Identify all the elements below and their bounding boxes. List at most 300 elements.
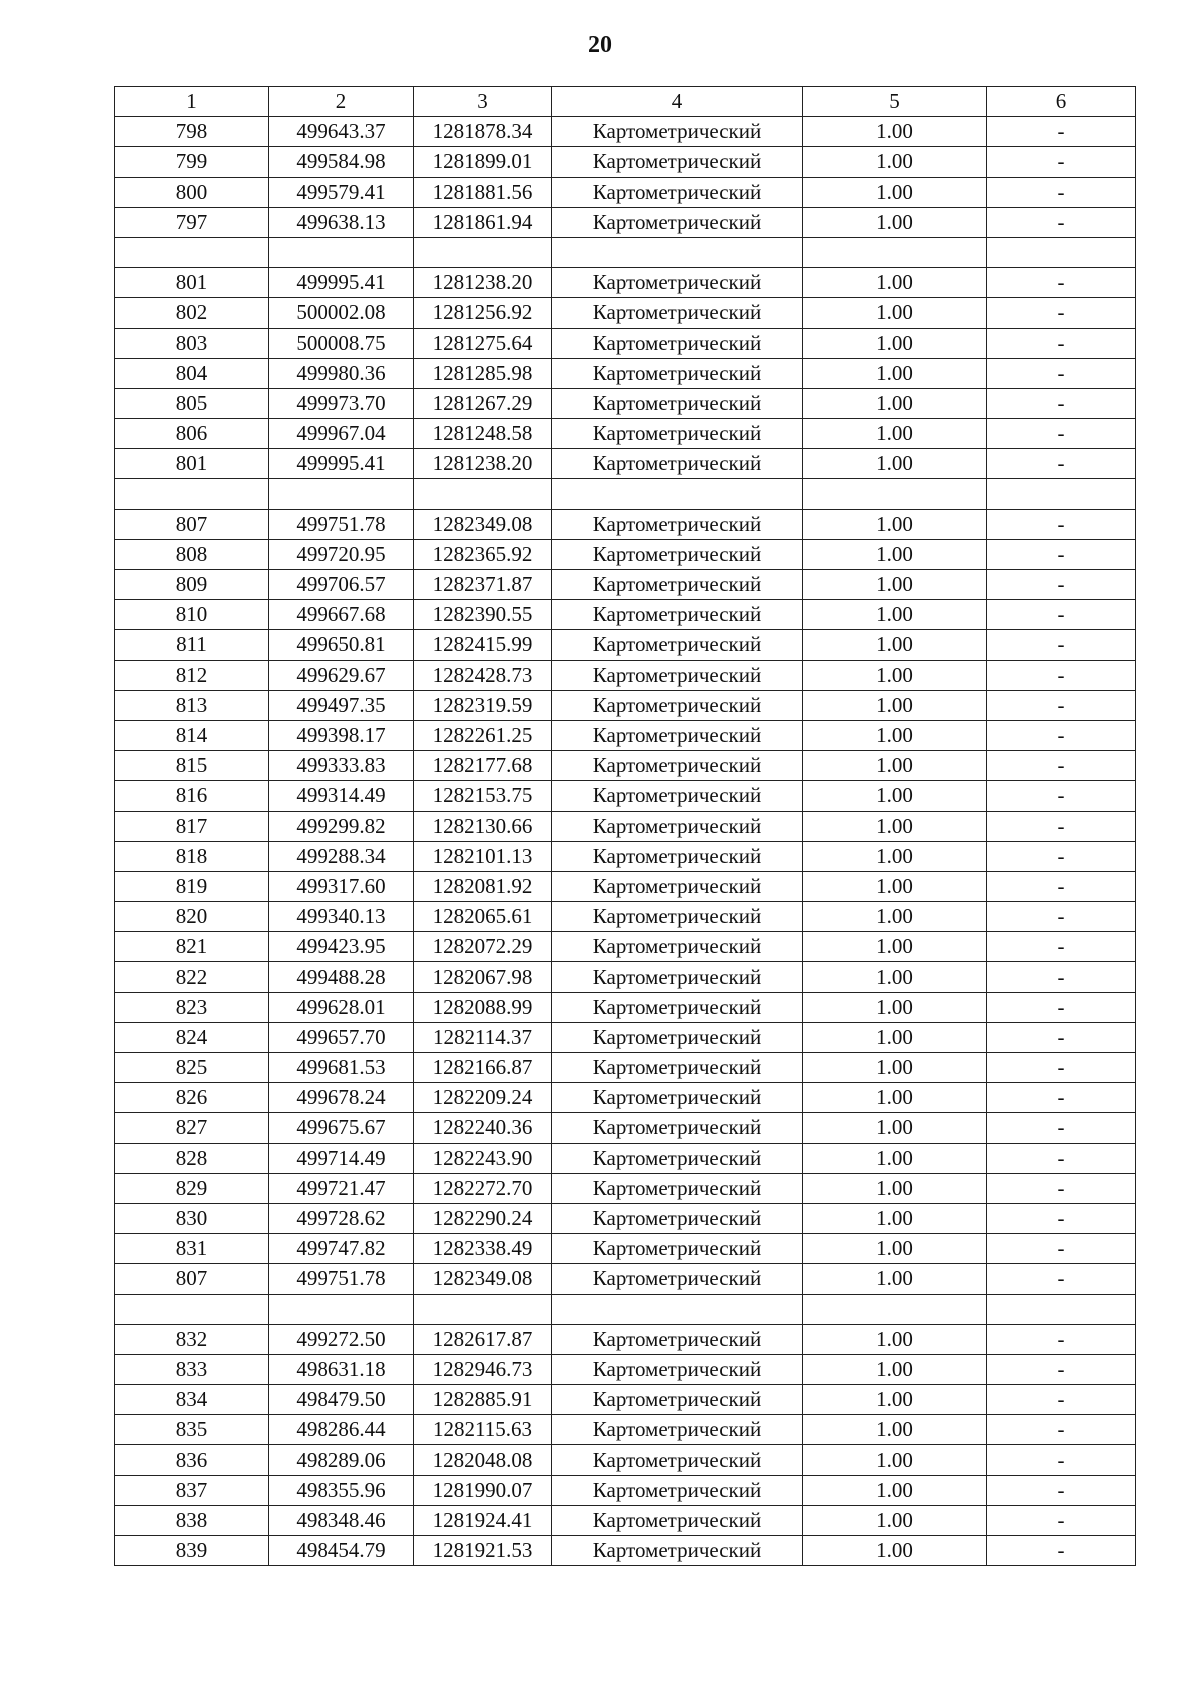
note-cell: - <box>987 1385 1136 1415</box>
method-cell: Картометрический <box>552 781 803 811</box>
empty-cell <box>803 479 987 509</box>
y-coordinate-cell: 1281861.94 <box>414 207 552 237</box>
accuracy-cell: 1.00 <box>803 1264 987 1294</box>
note-cell: - <box>987 720 1136 750</box>
point-number-cell: 824 <box>115 1022 269 1052</box>
method-cell: Картометрический <box>552 509 803 539</box>
point-number-cell: 811 <box>115 630 269 660</box>
table-row <box>115 841 1136 871</box>
point-number-cell: 821 <box>115 932 269 962</box>
method-cell: Картометрический <box>552 811 803 841</box>
y-coordinate-cell: 1282885.91 <box>414 1385 552 1415</box>
table-row <box>115 1264 1136 1294</box>
empty-cell <box>115 1294 269 1324</box>
point-number-cell: 817 <box>115 811 269 841</box>
empty-cell <box>803 1294 987 1324</box>
y-coordinate-cell: 1282946.73 <box>414 1354 552 1384</box>
point-number-cell: 829 <box>115 1173 269 1203</box>
y-coordinate-cell: 1282177.68 <box>414 751 552 781</box>
column-header: 1 <box>115 87 269 117</box>
table-row <box>115 781 1136 811</box>
y-coordinate-cell: 1282166.87 <box>414 1053 552 1083</box>
x-coordinate-cell: 499650.81 <box>269 630 414 660</box>
method-cell: Картометрический <box>552 871 803 901</box>
table-row <box>115 871 1136 901</box>
note-cell: - <box>987 117 1136 147</box>
method-cell: Картометрический <box>552 1475 803 1505</box>
x-coordinate-cell: 499995.41 <box>269 449 414 479</box>
accuracy-cell: 1.00 <box>803 992 987 1022</box>
accuracy-cell: 1.00 <box>803 117 987 147</box>
accuracy-cell: 1.00 <box>803 932 987 962</box>
note-cell: - <box>987 600 1136 630</box>
x-coordinate-cell: 499720.95 <box>269 539 414 569</box>
method-cell: Картометрический <box>552 268 803 298</box>
empty-cell <box>269 237 414 267</box>
y-coordinate-cell: 1281238.20 <box>414 268 552 298</box>
accuracy-cell: 1.00 <box>803 539 987 569</box>
method-cell: Картометрический <box>552 630 803 660</box>
x-coordinate-cell: 498289.06 <box>269 1445 414 1475</box>
x-coordinate-cell: 499967.04 <box>269 419 414 449</box>
table-row <box>115 509 1136 539</box>
table-row <box>115 117 1136 147</box>
accuracy-cell: 1.00 <box>803 388 987 418</box>
note-cell: - <box>987 539 1136 569</box>
table-row <box>115 1234 1136 1264</box>
x-coordinate-cell: 499497.35 <box>269 690 414 720</box>
method-cell: Картометрический <box>552 600 803 630</box>
point-number-cell: 798 <box>115 117 269 147</box>
y-coordinate-cell: 1282349.08 <box>414 1264 552 1294</box>
point-number-cell: 808 <box>115 539 269 569</box>
accuracy-cell: 1.00 <box>803 1203 987 1233</box>
accuracy-cell: 1.00 <box>803 1415 987 1445</box>
y-coordinate-cell: 1281238.20 <box>414 449 552 479</box>
y-coordinate-cell: 1282243.90 <box>414 1143 552 1173</box>
point-number-cell: 816 <box>115 781 269 811</box>
accuracy-cell: 1.00 <box>803 1113 987 1143</box>
table-row <box>115 720 1136 750</box>
point-number-cell: 839 <box>115 1536 269 1566</box>
method-cell: Картометрический <box>552 539 803 569</box>
method-cell: Картометрический <box>552 1385 803 1415</box>
accuracy-cell: 1.00 <box>803 1505 987 1535</box>
y-coordinate-cell: 1282349.08 <box>414 509 552 539</box>
point-number-cell: 807 <box>115 1264 269 1294</box>
column-header: 2 <box>269 87 414 117</box>
point-number-cell: 828 <box>115 1143 269 1173</box>
x-coordinate-cell: 499667.68 <box>269 600 414 630</box>
note-cell: - <box>987 570 1136 600</box>
point-number-cell: 819 <box>115 871 269 901</box>
x-coordinate-cell: 499638.13 <box>269 207 414 237</box>
y-coordinate-cell: 1281248.58 <box>414 419 552 449</box>
point-number-cell: 818 <box>115 841 269 871</box>
table-row <box>115 1022 1136 1052</box>
x-coordinate-cell: 498286.44 <box>269 1415 414 1445</box>
accuracy-cell: 1.00 <box>803 177 987 207</box>
table-row <box>115 1505 1136 1535</box>
table-row <box>115 600 1136 630</box>
accuracy-cell: 1.00 <box>803 751 987 781</box>
method-cell: Картометрический <box>552 449 803 479</box>
accuracy-cell: 1.00 <box>803 268 987 298</box>
method-cell: Картометрический <box>552 570 803 600</box>
x-coordinate-cell: 500008.75 <box>269 328 414 358</box>
accuracy-cell: 1.00 <box>803 1022 987 1052</box>
table-row <box>115 328 1136 358</box>
note-cell: - <box>987 509 1136 539</box>
x-coordinate-cell: 499721.47 <box>269 1173 414 1203</box>
point-number-cell: 814 <box>115 720 269 750</box>
accuracy-cell: 1.00 <box>803 1234 987 1264</box>
note-cell: - <box>987 1536 1136 1566</box>
note-cell: - <box>987 298 1136 328</box>
accuracy-cell: 1.00 <box>803 811 987 841</box>
note-cell: - <box>987 1113 1136 1143</box>
point-number-cell: 830 <box>115 1203 269 1233</box>
method-cell: Картометрический <box>552 328 803 358</box>
point-number-cell: 831 <box>115 1234 269 1264</box>
table-row <box>115 358 1136 388</box>
x-coordinate-cell: 499728.62 <box>269 1203 414 1233</box>
method-cell: Картометрический <box>552 751 803 781</box>
accuracy-cell: 1.00 <box>803 1324 987 1354</box>
x-coordinate-cell: 499681.53 <box>269 1053 414 1083</box>
table-row <box>115 1173 1136 1203</box>
note-cell: - <box>987 781 1136 811</box>
y-coordinate-cell: 1281881.56 <box>414 177 552 207</box>
method-cell: Картометрический <box>552 1445 803 1475</box>
method-cell: Картометрический <box>552 1053 803 1083</box>
accuracy-cell: 1.00 <box>803 600 987 630</box>
note-cell: - <box>987 449 1136 479</box>
table-row <box>115 570 1136 600</box>
note-cell: - <box>987 1083 1136 1113</box>
x-coordinate-cell: 498631.18 <box>269 1354 414 1384</box>
y-coordinate-cell: 1282048.08 <box>414 1445 552 1475</box>
x-coordinate-cell: 499751.78 <box>269 509 414 539</box>
table-row <box>115 268 1136 298</box>
method-cell: Картометрический <box>552 1536 803 1566</box>
x-coordinate-cell: 499678.24 <box>269 1083 414 1113</box>
note-cell: - <box>987 358 1136 388</box>
point-number-cell: 825 <box>115 1053 269 1083</box>
accuracy-cell: 1.00 <box>803 1536 987 1566</box>
accuracy-cell: 1.00 <box>803 962 987 992</box>
x-coordinate-cell: 499488.28 <box>269 962 414 992</box>
point-number-cell: 807 <box>115 509 269 539</box>
empty-cell <box>552 237 803 267</box>
note-cell: - <box>987 268 1136 298</box>
x-coordinate-cell: 499751.78 <box>269 1264 414 1294</box>
y-coordinate-cell: 1281256.92 <box>414 298 552 328</box>
table-row <box>115 1053 1136 1083</box>
note-cell: - <box>987 902 1136 932</box>
table-row <box>115 1354 1136 1384</box>
table-row <box>115 539 1136 569</box>
separator-row <box>115 479 1136 509</box>
page-number: 20 <box>588 32 612 58</box>
x-coordinate-cell: 499340.13 <box>269 902 414 932</box>
note-cell: - <box>987 1445 1136 1475</box>
x-coordinate-cell: 499628.01 <box>269 992 414 1022</box>
y-coordinate-cell: 1282088.99 <box>414 992 552 1022</box>
table-row <box>115 1415 1136 1445</box>
y-coordinate-cell: 1282101.13 <box>414 841 552 871</box>
method-cell: Картометрический <box>552 1113 803 1143</box>
note-cell: - <box>987 932 1136 962</box>
accuracy-cell: 1.00 <box>803 871 987 901</box>
accuracy-cell: 1.00 <box>803 419 987 449</box>
table-row <box>115 751 1136 781</box>
x-coordinate-cell: 499714.49 <box>269 1143 414 1173</box>
empty-cell <box>115 479 269 509</box>
method-cell: Картометрический <box>552 177 803 207</box>
empty-cell <box>987 479 1136 509</box>
x-coordinate-cell: 499980.36 <box>269 358 414 388</box>
point-number-cell: 833 <box>115 1354 269 1384</box>
method-cell: Картометрический <box>552 1022 803 1052</box>
note-cell: - <box>987 1234 1136 1264</box>
point-number-cell: 801 <box>115 268 269 298</box>
method-cell: Картометрический <box>552 932 803 962</box>
table-row <box>115 1536 1136 1566</box>
x-coordinate-cell: 498355.96 <box>269 1475 414 1505</box>
point-number-cell: 803 <box>115 328 269 358</box>
y-coordinate-cell: 1281921.53 <box>414 1536 552 1566</box>
point-number-cell: 805 <box>115 388 269 418</box>
x-coordinate-cell: 499288.34 <box>269 841 414 871</box>
table-row <box>115 207 1136 237</box>
note-cell: - <box>987 1173 1136 1203</box>
empty-cell <box>987 237 1136 267</box>
table-row <box>115 177 1136 207</box>
y-coordinate-cell: 1282114.37 <box>414 1022 552 1052</box>
y-coordinate-cell: 1282153.75 <box>414 781 552 811</box>
table-row <box>115 811 1136 841</box>
point-number-cell: 797 <box>115 207 269 237</box>
table-row <box>115 660 1136 690</box>
note-cell: - <box>987 751 1136 781</box>
table-row <box>115 1385 1136 1415</box>
accuracy-cell: 1.00 <box>803 570 987 600</box>
x-coordinate-cell: 499747.82 <box>269 1234 414 1264</box>
table-row <box>115 962 1136 992</box>
method-cell: Картометрический <box>552 1354 803 1384</box>
column-header: 6 <box>987 87 1136 117</box>
x-coordinate-cell: 499314.49 <box>269 781 414 811</box>
point-number-cell: 813 <box>115 690 269 720</box>
method-cell: Картометрический <box>552 298 803 328</box>
x-coordinate-cell: 499333.83 <box>269 751 414 781</box>
table-row <box>115 449 1136 479</box>
y-coordinate-cell: 1282065.61 <box>414 902 552 932</box>
method-cell: Картометрический <box>552 147 803 177</box>
table-row <box>115 1324 1136 1354</box>
note-cell: - <box>987 1324 1136 1354</box>
note-cell: - <box>987 871 1136 901</box>
method-cell: Картометрический <box>552 902 803 932</box>
accuracy-cell: 1.00 <box>803 1475 987 1505</box>
column-header: 5 <box>803 87 987 117</box>
y-coordinate-cell: 1282067.98 <box>414 962 552 992</box>
note-cell: - <box>987 1022 1136 1052</box>
empty-cell <box>115 237 269 267</box>
method-cell: Картометрический <box>552 1173 803 1203</box>
note-cell: - <box>987 962 1136 992</box>
note-cell: - <box>987 1354 1136 1384</box>
y-coordinate-cell: 1282272.70 <box>414 1173 552 1203</box>
y-coordinate-cell: 1282371.87 <box>414 570 552 600</box>
x-coordinate-cell: 499579.41 <box>269 177 414 207</box>
method-cell: Картометрический <box>552 992 803 1022</box>
point-number-cell: 836 <box>115 1445 269 1475</box>
empty-cell <box>552 479 803 509</box>
point-number-cell: 837 <box>115 1475 269 1505</box>
y-coordinate-cell: 1282290.24 <box>414 1203 552 1233</box>
method-cell: Картометрический <box>552 1505 803 1535</box>
x-coordinate-cell: 499299.82 <box>269 811 414 841</box>
x-coordinate-cell: 499584.98 <box>269 147 414 177</box>
accuracy-cell: 1.00 <box>803 720 987 750</box>
y-coordinate-cell: 1281899.01 <box>414 147 552 177</box>
accuracy-cell: 1.00 <box>803 690 987 720</box>
note-cell: - <box>987 660 1136 690</box>
table-row <box>115 1445 1136 1475</box>
y-coordinate-cell: 1281267.29 <box>414 388 552 418</box>
point-number-cell: 809 <box>115 570 269 600</box>
accuracy-cell: 1.00 <box>803 660 987 690</box>
x-coordinate-cell: 499995.41 <box>269 268 414 298</box>
empty-cell <box>552 1294 803 1324</box>
note-cell: - <box>987 207 1136 237</box>
table-row <box>115 690 1136 720</box>
y-coordinate-cell: 1281924.41 <box>414 1505 552 1535</box>
x-coordinate-cell: 499423.95 <box>269 932 414 962</box>
method-cell: Картометрический <box>552 1234 803 1264</box>
x-coordinate-cell: 499317.60 <box>269 871 414 901</box>
note-cell: - <box>987 1264 1136 1294</box>
y-coordinate-cell: 1282365.92 <box>414 539 552 569</box>
accuracy-cell: 1.00 <box>803 781 987 811</box>
y-coordinate-cell: 1282338.49 <box>414 1234 552 1264</box>
note-cell: - <box>987 1475 1136 1505</box>
method-cell: Картометрический <box>552 962 803 992</box>
method-cell: Картометрический <box>552 841 803 871</box>
method-cell: Картометрический <box>552 388 803 418</box>
y-coordinate-cell: 1282130.66 <box>414 811 552 841</box>
x-coordinate-cell: 498348.46 <box>269 1505 414 1535</box>
x-coordinate-cell: 499629.67 <box>269 660 414 690</box>
accuracy-cell: 1.00 <box>803 207 987 237</box>
empty-cell <box>269 479 414 509</box>
accuracy-cell: 1.00 <box>803 328 987 358</box>
table-row <box>115 1203 1136 1233</box>
point-number-cell: 820 <box>115 902 269 932</box>
empty-cell <box>269 1294 414 1324</box>
point-number-cell: 835 <box>115 1415 269 1445</box>
accuracy-cell: 1.00 <box>803 841 987 871</box>
point-number-cell: 838 <box>115 1505 269 1535</box>
x-coordinate-cell: 499657.70 <box>269 1022 414 1052</box>
accuracy-cell: 1.00 <box>803 902 987 932</box>
accuracy-cell: 1.00 <box>803 358 987 388</box>
note-cell: - <box>987 630 1136 660</box>
note-cell: - <box>987 841 1136 871</box>
method-cell: Картометрический <box>552 419 803 449</box>
method-cell: Картометрический <box>552 1083 803 1113</box>
accuracy-cell: 1.00 <box>803 1354 987 1384</box>
y-coordinate-cell: 1282415.99 <box>414 630 552 660</box>
point-number-cell: 800 <box>115 177 269 207</box>
method-cell: Картометрический <box>552 720 803 750</box>
method-cell: Картометрический <box>552 690 803 720</box>
x-coordinate-cell: 498454.79 <box>269 1536 414 1566</box>
accuracy-cell: 1.00 <box>803 1173 987 1203</box>
y-coordinate-cell: 1282428.73 <box>414 660 552 690</box>
y-coordinate-cell: 1282240.36 <box>414 1113 552 1143</box>
point-number-cell: 834 <box>115 1385 269 1415</box>
note-cell: - <box>987 177 1136 207</box>
method-cell: Картометрический <box>552 358 803 388</box>
y-coordinate-cell: 1281275.64 <box>414 328 552 358</box>
table-row <box>115 1475 1136 1505</box>
note-cell: - <box>987 1203 1136 1233</box>
accuracy-cell: 1.00 <box>803 1143 987 1173</box>
note-cell: - <box>987 690 1136 720</box>
point-number-cell: 827 <box>115 1113 269 1143</box>
table-row <box>115 1113 1136 1143</box>
note-cell: - <box>987 811 1136 841</box>
table-row <box>115 902 1136 932</box>
note-cell: - <box>987 1143 1136 1173</box>
x-coordinate-cell: 499973.70 <box>269 388 414 418</box>
point-number-cell: 826 <box>115 1083 269 1113</box>
x-coordinate-cell: 499272.50 <box>269 1324 414 1354</box>
point-number-cell: 801 <box>115 449 269 479</box>
x-coordinate-cell: 499675.67 <box>269 1113 414 1143</box>
table-row <box>115 388 1136 418</box>
x-coordinate-cell: 499643.37 <box>269 117 414 147</box>
point-number-cell: 799 <box>115 147 269 177</box>
method-cell: Картометрический <box>552 1143 803 1173</box>
note-cell: - <box>987 388 1136 418</box>
y-coordinate-cell: 1281990.07 <box>414 1475 552 1505</box>
y-coordinate-cell: 1282319.59 <box>414 690 552 720</box>
point-number-cell: 810 <box>115 600 269 630</box>
accuracy-cell: 1.00 <box>803 630 987 660</box>
x-coordinate-cell: 498479.50 <box>269 1385 414 1415</box>
y-coordinate-cell: 1282617.87 <box>414 1324 552 1354</box>
table-row <box>115 1083 1136 1113</box>
note-cell: - <box>987 328 1136 358</box>
table-body <box>115 117 1136 1566</box>
table-row <box>115 147 1136 177</box>
point-number-cell: 832 <box>115 1324 269 1354</box>
empty-cell <box>414 479 552 509</box>
x-coordinate-cell: 499706.57 <box>269 570 414 600</box>
point-number-cell: 802 <box>115 298 269 328</box>
accuracy-cell: 1.00 <box>803 1083 987 1113</box>
point-number-cell: 804 <box>115 358 269 388</box>
empty-cell <box>987 1294 1136 1324</box>
y-coordinate-cell: 1282261.25 <box>414 720 552 750</box>
point-number-cell: 822 <box>115 962 269 992</box>
accuracy-cell: 1.00 <box>803 298 987 328</box>
method-cell: Картометрический <box>552 1264 803 1294</box>
